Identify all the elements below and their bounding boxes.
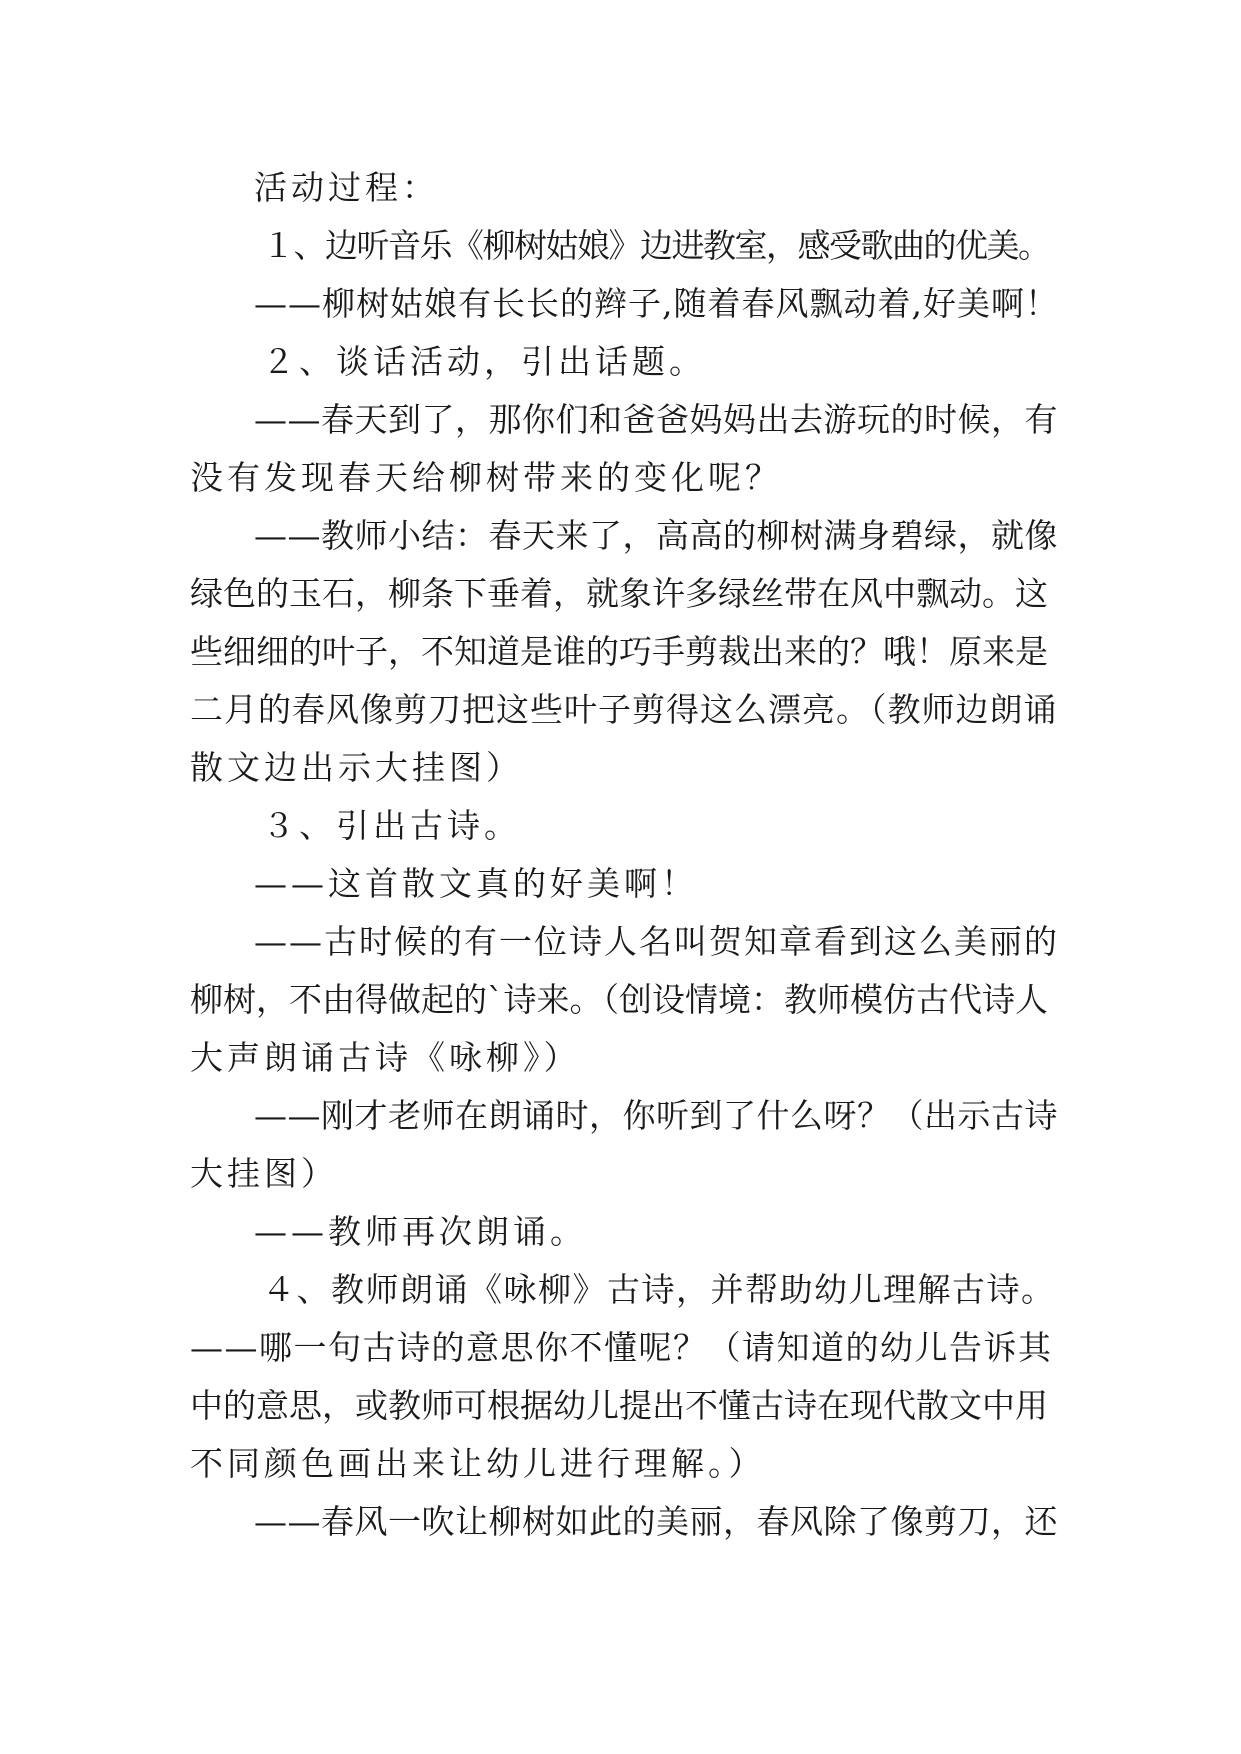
paragraph-line: ——教师小结：春天来了，高高的柳树满身碧绿，就像 [254,516,1058,555]
section-heading: 活动过程： [254,168,439,207]
paragraph-line: 绿色的玉石，柳条下垂着，就象许多绿丝带在风中飘动。这 [190,574,1048,613]
paragraph-line: ——春天到了，那你们和爸爸妈妈出去游玩的时候，有 [254,400,1058,439]
paragraph-line: 二月的春风像剪刀把这些叶子剪得这么漂亮。（教师边朗诵 [190,690,1058,729]
paragraph-line: 大挂图） [190,1154,338,1193]
step-3-heading: ３、引出古诗。 [262,806,521,845]
paragraph-line: ——哪一句古诗的意思你不懂呢？（请知道的幼儿告诉其 [190,1328,1053,1367]
paragraph-line: ——古时候的有一位诗人名叫贺知章看到这么美丽的 [254,922,1059,961]
step-2-heading: ２、谈话活动，引出话题。 [262,342,706,381]
paragraph-line: 大声朗诵古诗《咏柳》） [190,1038,581,1077]
step-1-heading: １、边听音乐《柳树姑娘》边进教室，感受歌曲的优美。 [262,226,1050,265]
paragraph-line: ——这首散文真的好美啊！ [254,864,698,903]
step-4-heading: ４、教师朗诵《咏柳》古诗，并帮助幼儿理解古诗。 [262,1270,1056,1309]
paragraph-line: 些细细的叶子，不知道是谁的巧手剪裁出来的？哦！原来是 [190,632,1048,671]
paragraph-line: 柳树，不由得做起的`诗来。（创设情境：教师模仿古代诗人 [190,980,1048,1019]
paragraph-line: ——春风一吹让柳树如此的美丽，春风除了像剪刀，还 [254,1502,1058,1541]
paragraph-line: 散文边出示大挂图） [190,748,523,787]
paragraph-line: 没有发现春天给柳树带来的变化呢？ [190,458,782,497]
paragraph-line: 中的意思，或教师可根据幼儿提出不懂古诗在现代散文中用 [190,1386,1048,1425]
paragraph-line: ——刚才老师在朗诵时，你听到了什么呀？（出示古诗 [254,1096,1058,1135]
paragraph-line: ——教师再次朗诵。 [254,1212,587,1251]
paragraph-line: ——柳树姑娘有长长的辫子,随着春风飘动着,好美啊！ [254,284,1059,323]
paragraph-line: 不同颜色画出来让幼儿进行理解。） [190,1444,766,1483]
